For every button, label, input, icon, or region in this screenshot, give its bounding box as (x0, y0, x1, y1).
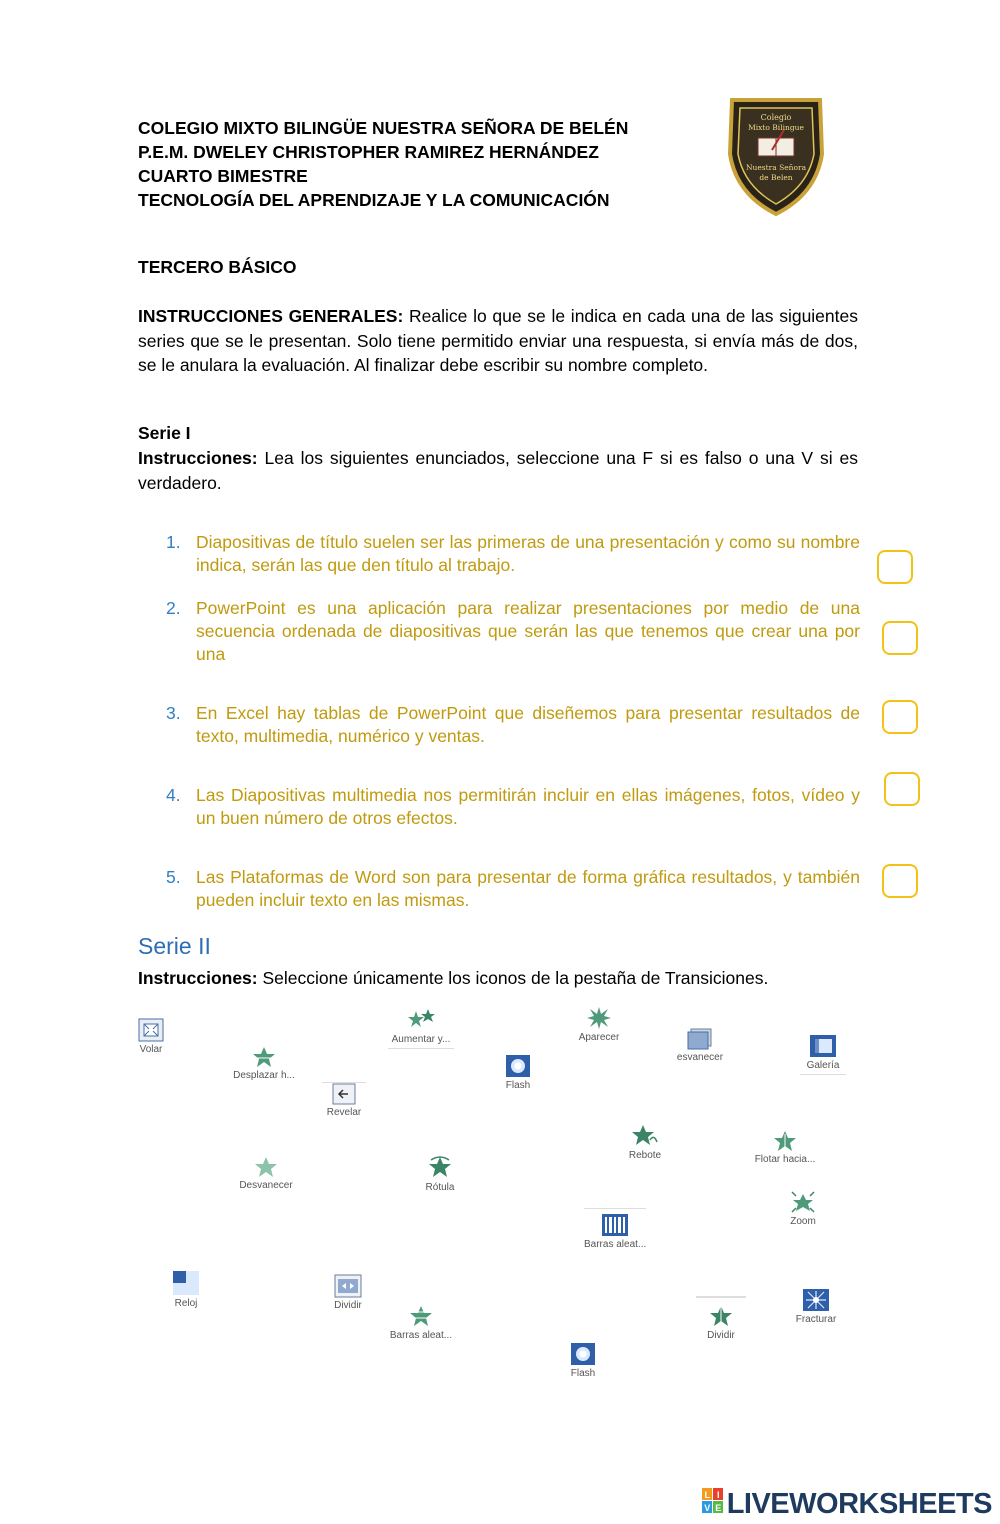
school-name: COLEGIO MIXTO BILINGÜE NUESTRA SEÑORA DE BELÉN (138, 118, 629, 138)
option-dividir-1[interactable] (330, 1274, 366, 1312)
bounce-star-icon (632, 1124, 658, 1148)
brand-mark-i: I (716, 1490, 719, 1501)
serie1-title: Serie I (138, 423, 191, 443)
bars-star-icon (408, 1304, 434, 1328)
option-flash-2[interactable] (566, 1342, 600, 1380)
fade-square-icon (687, 1028, 713, 1050)
option-label: Aumentar y... (391, 1034, 451, 1045)
option-label: Volar (139, 1044, 163, 1055)
brand-mark-icon (702, 1488, 724, 1522)
option-label: Desvanecer (239, 1180, 293, 1191)
bars-icon (601, 1213, 629, 1237)
serie2-instructions (138, 966, 858, 991)
question-3 (166, 702, 860, 748)
term: CUARTO BIMESTRE (138, 166, 308, 186)
option-label: Dividir (334, 1300, 362, 1311)
question-2 (166, 597, 860, 666)
subject: TECNOLOGÍA DEL APRENDIZAJE Y LA COMUNICACIÓN (138, 190, 610, 210)
answer-box-4[interactable] (884, 772, 920, 806)
logo-text-line4: de Belen (759, 173, 793, 182)
logo-text-line1: Colegio (760, 113, 792, 122)
option-esvanecer[interactable] (676, 1028, 724, 1064)
serie1-instructions (138, 446, 858, 495)
option-label: Fracturar (795, 1314, 837, 1325)
gallery-icon (809, 1034, 837, 1058)
serie2-instructions-label: Instrucciones: (138, 968, 258, 988)
question-text: Diapositivas de título suelen ser las primeras de una presentación y como su nombre indica, serán las que den título al trabajo. (196, 532, 860, 575)
brand-mark-e: E (714, 1503, 721, 1514)
option-label: Dividir (707, 1330, 735, 1341)
question-4 (166, 784, 860, 830)
answer-box-5[interactable] (882, 864, 918, 898)
brand-mark-v: V (703, 1503, 710, 1514)
option-rebote[interactable] (624, 1124, 666, 1162)
question-number: 5. (166, 867, 181, 887)
split-icon (334, 1274, 362, 1298)
question-text: Las Diapositivas multimedia nos permitirán incluir en ellas imágenes, fotos, vídeo y un buen número de otros efectos. (196, 785, 860, 828)
option-barras-1[interactable] (584, 1208, 646, 1251)
shatter-icon (802, 1288, 830, 1312)
option-rotula[interactable] (420, 1154, 460, 1194)
option-label: esvanecer (676, 1052, 724, 1063)
option-label: Flash (570, 1368, 596, 1379)
school-logo (724, 94, 828, 216)
option-label: Barras aleat... (389, 1330, 453, 1341)
logo-text-line2: Mixto Bilingue (748, 123, 804, 132)
option-desplazar[interactable] (232, 1046, 296, 1082)
serie1-instructions-text: Lea los siguientes enunciados, seleccione una F si es falso o una V si es verdadero. (138, 448, 858, 493)
answer-box-1[interactable] (877, 550, 913, 584)
general-instructions (138, 304, 858, 378)
question-text: PowerPoint es una aplicación para realizar presentaciones por medio de una secuencia ordenada de diapositivas que serán las que tenemos que crear una por una (196, 598, 860, 664)
star-swirl-icon (427, 1154, 453, 1180)
question-5 (166, 866, 860, 912)
float-star-icon (773, 1130, 797, 1152)
general-instructions-text: Realice lo que se le indica en cada una de las siguientes series que se le presentan. Solo tiene permitido enviar una respuesta, si envía más de dos, se le anulara la evaluación. Al finalizar debe escribir su nombre completo. (138, 306, 858, 375)
option-zoom[interactable] (786, 1190, 820, 1228)
option-label: Aparecer (578, 1032, 620, 1043)
clock-icon (172, 1270, 200, 1296)
option-label: Reloj (174, 1298, 198, 1309)
star-icon (252, 1046, 276, 1068)
option-barras-2[interactable] (388, 1304, 454, 1342)
logo-text-line3: Nuestra Señora (745, 163, 807, 172)
flash-icon (505, 1054, 531, 1078)
zoom-star-icon (790, 1190, 816, 1214)
option-aumentar[interactable] (388, 1008, 454, 1049)
option-flotar[interactable] (752, 1130, 818, 1166)
teacher-name: P.E.M. DWELEY CHRISTOPHER RAMIREZ HERNÁNDEZ (138, 142, 599, 162)
serie2-instructions-text: Seleccione únicamente los iconos de la pestaña de Transiciones. (257, 968, 769, 988)
question-number: 4. (166, 785, 181, 805)
question-1 (166, 531, 860, 577)
serie1-instructions-label: Instrucciones: (138, 448, 258, 468)
option-galeria[interactable] (800, 1034, 846, 1075)
option-aparecer[interactable] (576, 1006, 622, 1044)
answer-box-2[interactable] (882, 621, 918, 655)
reveal-icon (332, 1083, 356, 1105)
star-light-icon (254, 1156, 278, 1178)
liveworksheets-brand (702, 1488, 992, 1522)
option-label: Flash (505, 1080, 531, 1091)
question-text: Las Plataformas de Word son para presentar de forma gráfica resultados, y también pueden incluir texto en las mismas. (196, 867, 860, 910)
option-fracturar[interactable] (792, 1288, 840, 1326)
option-label: Revelar (326, 1107, 362, 1118)
option-flash-1[interactable] (502, 1054, 534, 1092)
option-label: Desplazar h... (233, 1070, 295, 1081)
question-number: 3. (166, 703, 181, 723)
burst-icon (586, 1006, 612, 1030)
option-volar[interactable] (134, 1018, 168, 1056)
option-label: Galería (806, 1060, 840, 1071)
question-text: En Excel hay tablas de PowerPoint que diseñemos para presentar resultados de texto, multimedia, numérico y ventas. (196, 703, 860, 746)
option-desvanecer[interactable] (236, 1156, 296, 1192)
option-reloj[interactable] (170, 1270, 202, 1310)
option-label: Rebote (628, 1150, 662, 1161)
grade-title: TERCERO BÁSICO (138, 257, 297, 277)
option-label: Flotar hacia... (754, 1154, 816, 1165)
question-number: 2. (166, 598, 181, 618)
option-label: Barras aleat... (584, 1239, 647, 1250)
option-label: Rótula (425, 1182, 455, 1193)
header-block (138, 116, 628, 212)
split-star-icon (708, 1304, 734, 1328)
option-dividir-2[interactable] (696, 1296, 746, 1342)
serie2-title: Serie II (138, 933, 211, 959)
option-revelar[interactable] (322, 1082, 366, 1119)
question-number: 1. (166, 532, 181, 552)
stars-icon (406, 1008, 436, 1032)
option-label: Zoom (790, 1216, 816, 1227)
fly-icon (138, 1018, 164, 1042)
brand-mark-l: L (704, 1490, 710, 1501)
brand-text: LIVEWORKSHEETS (726, 1488, 992, 1520)
answer-box-3[interactable] (882, 700, 918, 734)
flash-icon (570, 1342, 596, 1366)
general-instructions-label: INSTRUCCIONES GENERALES: (138, 306, 404, 326)
